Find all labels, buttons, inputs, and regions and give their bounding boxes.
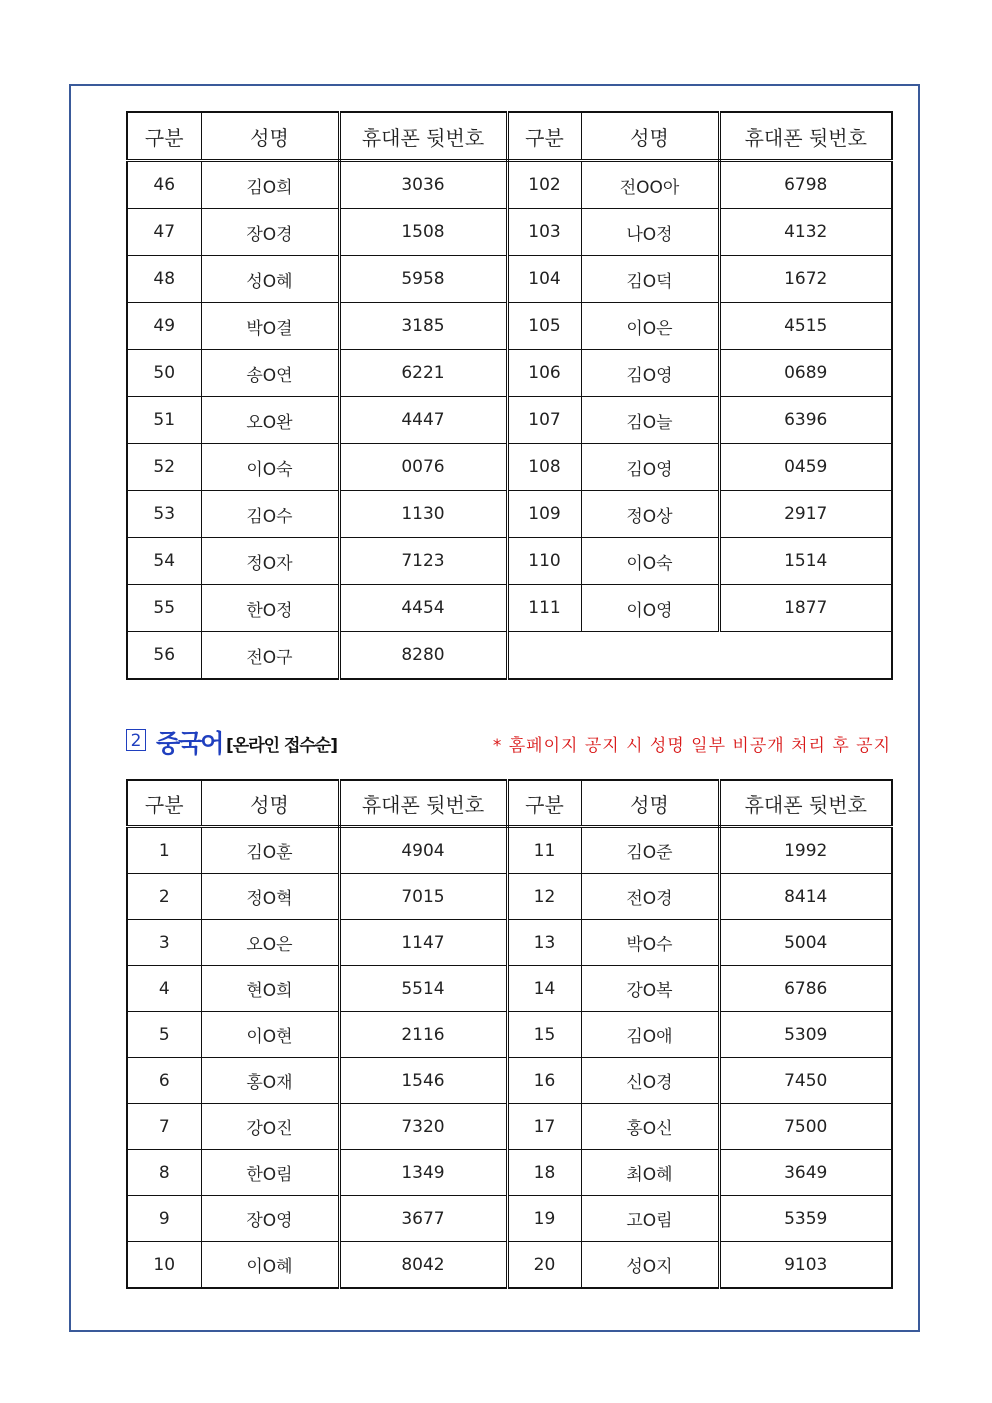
cell-number: 52 [127,444,201,491]
cell-number: 108 [507,444,581,491]
header-phone: 휴대폰 뒷번호 [719,780,892,827]
cell-number: 19 [507,1196,581,1242]
cell-number: 1 [127,827,201,874]
cell-number: 17 [507,1104,581,1150]
cell-name: 김O영 [581,444,719,491]
cell-phone: 3185 [339,303,507,350]
header-number: 구분 [507,780,581,827]
cell-name: 장O영 [201,1196,339,1242]
table-row [127,874,892,920]
cell-phone: 7015 [339,874,507,920]
cell-name: 최O혜 [581,1150,719,1196]
cell-phone: 8280 [339,632,507,680]
table-row [127,491,892,538]
section-number-box: 2 [126,729,146,751]
cell-name: 신O경 [581,1058,719,1104]
cell-name: 전O구 [201,632,339,680]
applicant-table-2 [126,779,893,1289]
cell-name: 이O영 [581,585,719,632]
empty-cell [507,632,892,680]
cell-number: 51 [127,397,201,444]
table-row [127,966,892,1012]
table-row [127,397,892,444]
cell-number: 9 [127,1196,201,1242]
cell-name: 정O자 [201,538,339,585]
section-subtitle: [온라인 접수순] [226,736,337,756]
cell-phone: 1992 [719,827,892,874]
cell-phone: 0076 [339,444,507,491]
table-row [127,827,892,874]
cell-phone: 4904 [339,827,507,874]
cell-number: 20 [507,1242,581,1289]
cell-number: 3 [127,920,201,966]
cell-phone: 8042 [339,1242,507,1289]
cell-name: 김O덕 [581,256,719,303]
cell-number: 110 [507,538,581,585]
cell-number: 107 [507,397,581,444]
cell-phone: 5309 [719,1012,892,1058]
cell-number: 15 [507,1012,581,1058]
cell-phone: 8414 [719,874,892,920]
cell-name: 한O정 [201,585,339,632]
table-body [127,161,892,680]
cell-name: 김O애 [581,1012,719,1058]
cell-name: 홍O재 [201,1058,339,1104]
cell-phone: 3036 [339,161,507,209]
cell-name: 장O경 [201,209,339,256]
table-row [127,1104,892,1150]
table-row [127,1012,892,1058]
cell-name: 전OO아 [581,161,719,209]
cell-number: 18 [507,1150,581,1196]
cell-number: 55 [127,585,201,632]
table-row [127,585,892,632]
cell-number: 2 [127,874,201,920]
table-row [127,444,892,491]
cell-name: 이O은 [581,303,719,350]
cell-phone: 6221 [339,350,507,397]
cell-number: 11 [507,827,581,874]
cell-number: 8 [127,1150,201,1196]
cell-number: 4 [127,966,201,1012]
cell-phone: 1349 [339,1150,507,1196]
table-row [127,632,892,680]
cell-number: 103 [507,209,581,256]
cell-phone: 9103 [719,1242,892,1289]
cell-phone: 6798 [719,161,892,209]
section-title: 중국어 [156,729,223,758]
cell-phone: 7123 [339,538,507,585]
cell-name: 정O상 [581,491,719,538]
cell-name: 오O완 [201,397,339,444]
applicant-table-1 [126,111,893,680]
cell-phone: 7500 [719,1104,892,1150]
table-row [127,1242,892,1289]
cell-number: 47 [127,209,201,256]
cell-phone: 5514 [339,966,507,1012]
table-row [127,920,892,966]
cell-phone: 5359 [719,1196,892,1242]
table-row [127,303,892,350]
cell-name: 오O은 [201,920,339,966]
cell-phone: 1546 [339,1058,507,1104]
cell-number: 53 [127,491,201,538]
cell-name: 박O결 [201,303,339,350]
table-header-row [127,780,892,827]
header-number: 구분 [127,780,201,827]
cell-name: 나O정 [581,209,719,256]
cell-phone: 4515 [719,303,892,350]
cell-name: 성O혜 [201,256,339,303]
header-name: 성명 [581,780,719,827]
cell-name: 이O숙 [201,444,339,491]
cell-phone: 4454 [339,585,507,632]
cell-number: 48 [127,256,201,303]
cell-phone: 1130 [339,491,507,538]
cell-phone: 4132 [719,209,892,256]
cell-name: 이O현 [201,1012,339,1058]
cell-name: 성O지 [581,1242,719,1289]
cell-phone: 1508 [339,209,507,256]
cell-number: 7 [127,1104,201,1150]
table-row [127,1196,892,1242]
table-row [127,256,892,303]
cell-name: 박O수 [581,920,719,966]
section-heading-chinese [126,726,891,758]
table-row [127,1150,892,1196]
cell-phone: 1877 [719,585,892,632]
cell-number: 13 [507,920,581,966]
cell-name: 김O영 [581,350,719,397]
cell-phone: 6786 [719,966,892,1012]
cell-phone: 5958 [339,256,507,303]
cell-phone: 2116 [339,1012,507,1058]
table-row [127,350,892,397]
cell-name: 이O혜 [201,1242,339,1289]
cell-phone: 0689 [719,350,892,397]
table-row [127,1058,892,1104]
header-name: 성명 [201,112,339,161]
cell-number: 111 [507,585,581,632]
cell-number: 46 [127,161,201,209]
table-body [127,827,892,1289]
cell-phone: 1672 [719,256,892,303]
cell-name: 송O연 [201,350,339,397]
privacy-notice: * 홈페이지 공지 시 성명 일부 비공개 처리 후 공지 [492,736,891,756]
header-name: 성명 [201,780,339,827]
cell-phone: 7450 [719,1058,892,1104]
cell-phone: 3677 [339,1196,507,1242]
cell-phone: 6396 [719,397,892,444]
cell-number: 5 [127,1012,201,1058]
header-name: 성명 [581,112,719,161]
cell-phone: 5004 [719,920,892,966]
cell-phone: 1147 [339,920,507,966]
cell-number: 14 [507,966,581,1012]
cell-number: 49 [127,303,201,350]
cell-name: 강O복 [581,966,719,1012]
table-row [127,161,892,209]
cell-name: 김O희 [201,161,339,209]
cell-number: 12 [507,874,581,920]
cell-name: 김O늘 [581,397,719,444]
cell-name: 이O숙 [581,538,719,585]
header-phone: 휴대폰 뒷번호 [339,780,507,827]
header-number: 구분 [507,112,581,161]
cell-number: 106 [507,350,581,397]
cell-number: 16 [507,1058,581,1104]
cell-name: 현O희 [201,966,339,1012]
cell-name: 김O수 [201,491,339,538]
table-row [127,538,892,585]
header-number: 구분 [127,112,201,161]
cell-phone: 0459 [719,444,892,491]
cell-phone: 1514 [719,538,892,585]
cell-number: 10 [127,1242,201,1289]
cell-number: 56 [127,632,201,680]
cell-number: 105 [507,303,581,350]
cell-phone: 7320 [339,1104,507,1150]
cell-number: 109 [507,491,581,538]
cell-phone: 4447 [339,397,507,444]
table-row [127,209,892,256]
cell-number: 104 [507,256,581,303]
cell-phone: 2917 [719,491,892,538]
cell-name: 김O훈 [201,827,339,874]
cell-name: 전O경 [581,874,719,920]
cell-name: 강O진 [201,1104,339,1150]
cell-number: 102 [507,161,581,209]
cell-name: 한O림 [201,1150,339,1196]
cell-name: 홍O신 [581,1104,719,1150]
header-phone: 휴대폰 뒷번호 [719,112,892,161]
table-header-row [127,112,892,161]
cell-phone: 3649 [719,1150,892,1196]
cell-number: 50 [127,350,201,397]
header-phone: 휴대폰 뒷번호 [339,112,507,161]
cell-number: 6 [127,1058,201,1104]
cell-name: 정O혁 [201,874,339,920]
cell-name: 고O림 [581,1196,719,1242]
cell-number: 54 [127,538,201,585]
cell-name: 김O준 [581,827,719,874]
